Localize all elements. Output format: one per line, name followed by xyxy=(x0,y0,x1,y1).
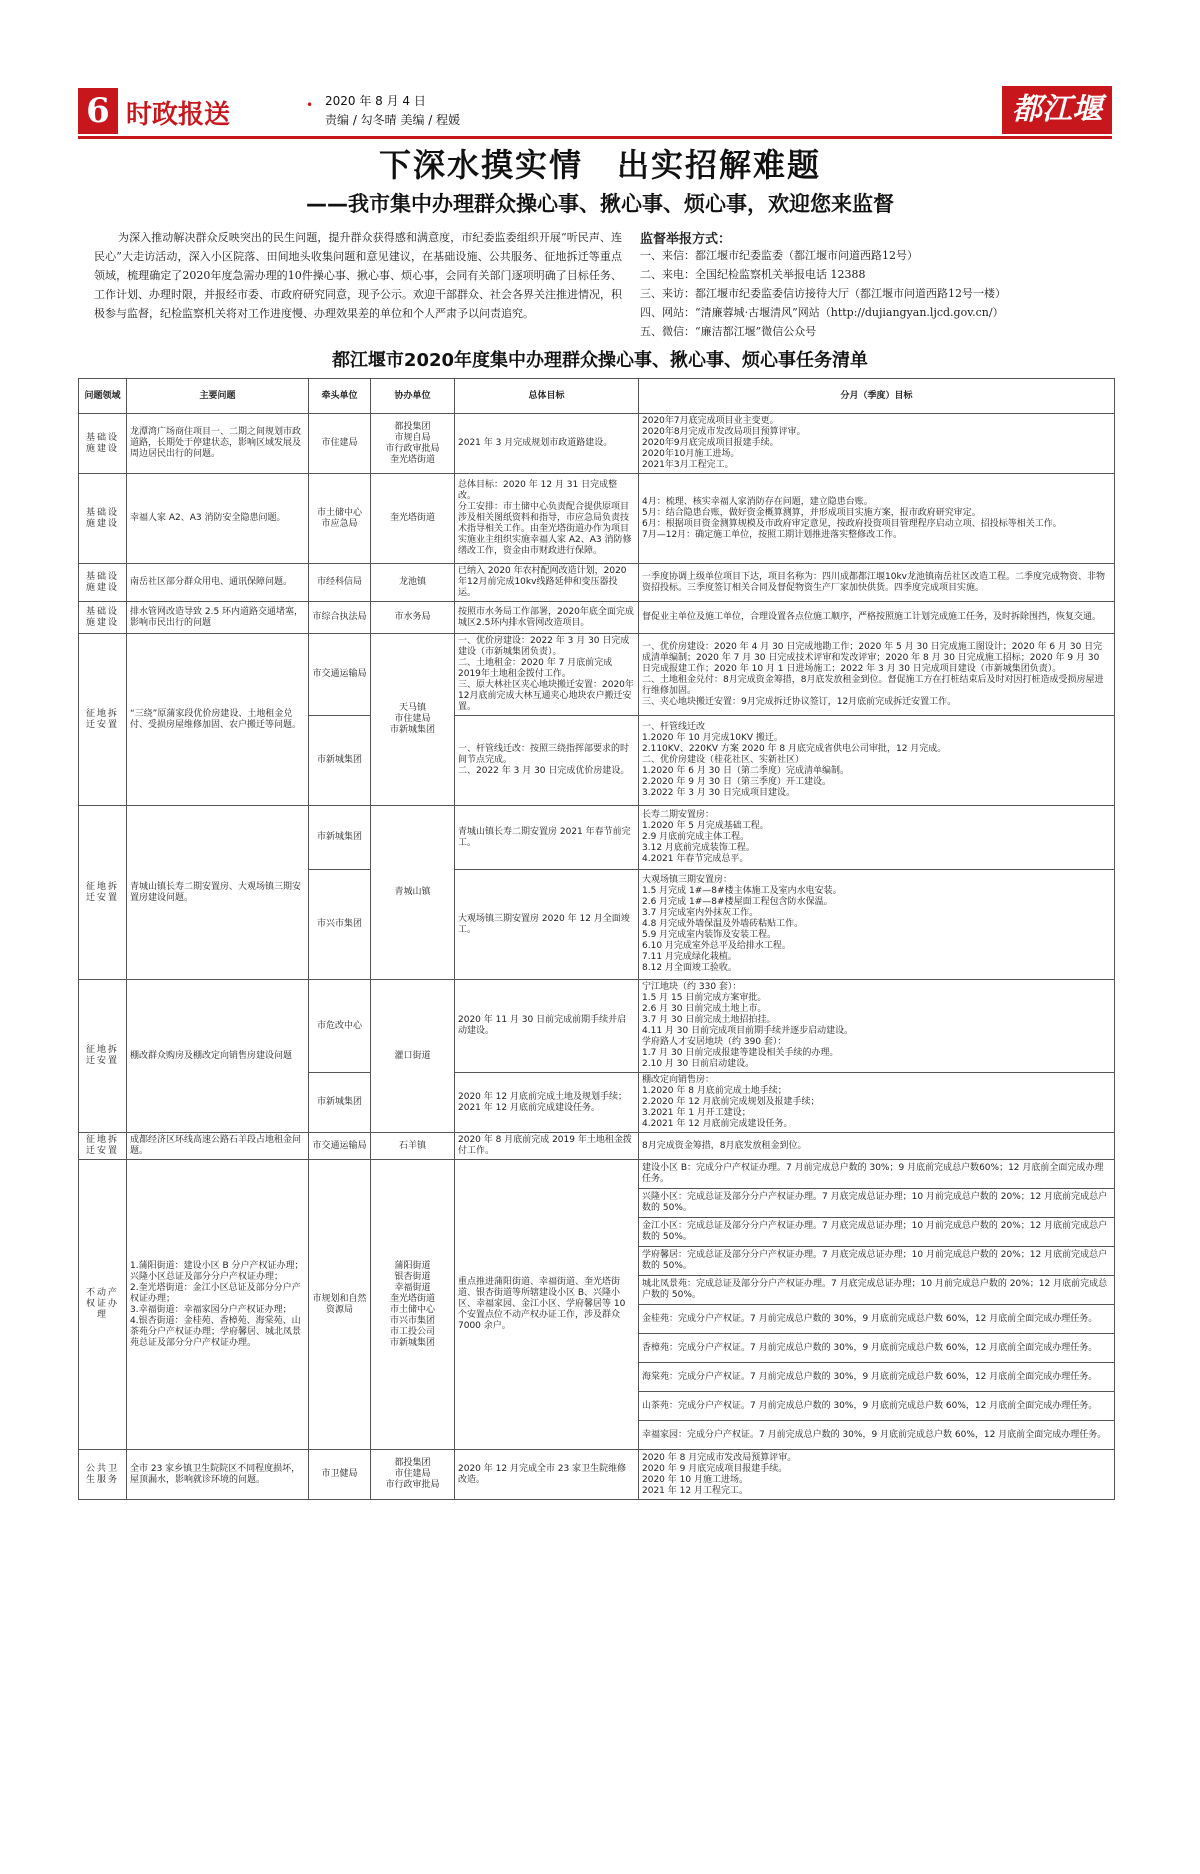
page-number: 6 xyxy=(78,88,118,134)
problem-cell: 排水管网改造导致 2.5 环内道路交通堵塞，影响市民出行的问题 xyxy=(127,602,309,634)
table-row xyxy=(79,414,1115,474)
goal-cell: 2020 年 8 月底前完成 2019 年土地租金拨付工作。 xyxy=(455,1133,639,1160)
lead-unit-cell: 市交通运输局 xyxy=(309,1133,371,1160)
report-heading: 监督举报方式： xyxy=(640,232,732,247)
monthly-target-cell: 督促业主单位及施工单位，合理设置各点位施工顺序，严格按照施工计划完成施工任务，及时拆除围挡，恢复交通。 xyxy=(639,602,1115,634)
goal-cell: 2020 年 11 月 30 日前完成前期手续并启动建设。 xyxy=(455,980,639,1073)
lead-unit-cell: 市综合执法局 xyxy=(309,602,371,634)
article-intro: 为深入推动解决群众反映突出的民生问题，提升群众获得感和满意度，市纪委监委组织开展“听民声、连民心”大走访活动，深入小区院落、田间地头收集问题和意见建议，在基础设施、公共服务、征地拆迁等重点领域，梳理确定了2020年度急需办理的10件操心事、揪心事、烦心事，会同有关部门逐项明确了目标任务、工作计划、办理时限，并报经市委、市政府研究同意，现予公示。欢迎干部群众、社会各界关注推进情况，积极参与监督，纪检监察机关将对工作进度慢、办理效果差的单位和个人严肃予以问责追究。 xyxy=(94,231,622,320)
problem-cell: 1.蒲阳街道：建设小区 B 分户产权证办理；兴隆小区总证及部分分户产权证办理； 2.奎光塔街道：金江小区总证及部分分户产权证办理； 3.幸福街道：幸福家园分户产权证办理； 4.银杏街道：金桂苑、香樟苑、海棠苑、山茶苑分户产权证办理；学府馨居、城北凤景苑总证及部分分户产权证办理。 xyxy=(127,1160,309,1450)
report-item: 四、网站：“清廉蓉城·古堰清风”网站（http://dujiangyan.ljcd.gov.cn/） xyxy=(640,306,1004,319)
column-header: 分月（季度）目标 xyxy=(639,379,1115,414)
problem-cell: 龙潭湾广场商住项目一、二期之间规划市政道路，长期处于停建状态，影响区域发展及周边居民出行的问题。 xyxy=(127,414,309,474)
column-header: 总体目标 xyxy=(455,379,639,414)
monthly-target-cell: 一、优价房建设：2020 年 4 月 30 日完成地勘工作；2020 年 5 月 30 日完成施工图设计；2020 年 6 月 30 日完成清单编制；2020 年 7 月 30 日完成技术评审和发改评审；2020 年 8 月 30 日完成施工招标；2020 年 9 月 30 日完成报建工作；2020 年 10 月 1 日进场施工；2022 年 3 月 30 日完成项目建设（市新城集团负责）。 二、土地租金兑付：8月完成资金筹措，8月底发放租金到位。督促施工方在打桩结束后及时对因打桩造成受损房屋进行维修加固。 三、夹心地块搬迁安置：9月完成拆迁协议签订，12月底前完成拆迁安置工作。 xyxy=(639,634,1115,716)
co-unit-cell: 天马镇 市住建局 市新城集团 xyxy=(371,634,455,806)
area-cell: 基础设施建设 xyxy=(79,602,127,634)
lead-unit-cell: 市新城集团 xyxy=(309,806,371,870)
goal-cell: 2020 年 12 月底前完成土地及规划手续；2021 年 12 月底前完成建设任务。 xyxy=(455,1073,639,1133)
monthly-target-cell: 2020年7月底完成项目业主变更。 2020年8月完成市发改局项目预算评审。 2020年9月底完成项目报建手续。 2020年10月施工进场。 2021年3月工程完工。 xyxy=(639,414,1115,474)
lead-unit-cell: 市新城集团 xyxy=(309,1073,371,1133)
co-unit-cell: 都投集团 市住建局 市行政审批局 xyxy=(371,1450,455,1500)
co-unit-cell: 灌口街道 xyxy=(371,980,455,1133)
column-header: 主要问题 xyxy=(127,379,309,414)
monthly-target-cell: 2020 年 8 月完成市发改局预算评审。 2020 年 9 月底完成项目报建手续。 2020 年 10 月施工进场。 2021 年 12 月工程完工。 xyxy=(639,1450,1115,1500)
co-unit-cell: 市水务局 xyxy=(371,602,455,634)
area-cell: 不动产权证办理 xyxy=(79,1160,127,1450)
area-cell: 征地拆迁安置 xyxy=(79,980,127,1133)
problem-cell: 南岳社区部分群众用电、通讯保障问题。 xyxy=(127,564,309,602)
area-cell: 基础设施建设 xyxy=(79,414,127,474)
monthly-target-cell: 建设小区 B：完成分户产权证办理。7 月前完成总户数的 30%；9 月底前完成总户数60%；12 月底前全面完成办理任务。 xyxy=(639,1160,1115,1189)
co-unit-cell: 都投集团 市规自局 市行政审批局 奎光塔街道 xyxy=(371,414,455,474)
co-unit-cell: 石羊镇 xyxy=(371,1133,455,1160)
monthly-target-cell: 城北凤景苑：完成总证及部分分户产权证办理。7 月底完成总证办理；10 月前完成总户数的 20%；12 月底前完成总户数的 50%。 xyxy=(639,1276,1115,1305)
area-cell: 征地拆迁安置 xyxy=(79,1133,127,1160)
problem-cell: 青城山镇长寿二期安置房、大观场镇三期安置房建设问题。 xyxy=(127,806,309,980)
report-list xyxy=(640,246,1120,341)
goal-cell: 2021 年 3 月完成规划市政道路建设。 xyxy=(455,414,639,474)
monthly-target-cell: 香樟苑：完成分户产权证。7 月前完成总户数的 30%，9 月底前完成总户数 60%，12 月底前全面完成办理任务。 xyxy=(639,1334,1115,1363)
section-separator: • xyxy=(306,98,314,112)
lead-unit-cell: 市住建局 xyxy=(309,414,371,474)
lead-unit-cell: 市土储中心 市应急局 xyxy=(309,474,371,564)
monthly-target-cell: 幸福家园：完成分户产权证。7 月前完成总户数的 30%，9 月底前完成总户数 60%，12 月底前全面完成办理任务。 xyxy=(639,1421,1115,1450)
editors: 责编 / 勾冬晴 美编 / 程媛 xyxy=(325,113,461,127)
table-header-row xyxy=(79,379,1115,414)
co-unit-cell: 奎光塔街道 xyxy=(371,474,455,564)
newspaper-logo: 都江堰报 xyxy=(1002,86,1112,134)
monthly-target-cell: 长寿二期安置房： 1.2020 年 5 月完成基础工程。 2.9 月底前完成主体工程。 3.12 月底前完成装饰工程。 4.2021 年春节完成总平。 xyxy=(639,806,1115,870)
section-title: 时政报送 xyxy=(126,99,231,129)
monthly-target-cell: 海棠苑：完成分户产权证。7 月前完成总户数的 30%，9 月底前完成总户数 60%，12 月底前全面完成办理任务。 xyxy=(639,1363,1115,1392)
lead-unit-cell: 市经科信局 xyxy=(309,564,371,602)
lead-unit-cell: 市新城集团 xyxy=(309,716,371,806)
area-cell: 基础设施建设 xyxy=(79,474,127,564)
problem-cell: 全市 23 家乡镇卫生院院区不同程度损坏，屋顶漏水，影响就诊环境的问题。 xyxy=(127,1450,309,1500)
column-header: 牵头单位 xyxy=(309,379,371,414)
problem-cell: 棚改群众购房及棚改定向销售房建设问题 xyxy=(127,980,309,1133)
task-table xyxy=(78,378,1115,1500)
lead-unit-cell: 市兴市集团 xyxy=(309,870,371,980)
goal-cell: 2020 年 12 月完成全市 23 家卫生院维修改造。 xyxy=(455,1450,639,1500)
goal-cell: 一、杆管线迁改：按照三绕指挥部要求的时间节点完成。 二、2022 年 3 月 30 日完成优价房建设。 xyxy=(455,716,639,806)
co-unit-cell: 青城山镇 xyxy=(371,806,455,980)
article-title: 下深水摸实情 出实招解难题 xyxy=(378,146,821,184)
table-row xyxy=(79,602,1115,634)
report-item: 五、微信：“廉洁都江堰”微信公众号 xyxy=(640,325,817,338)
table-row xyxy=(79,1133,1115,1160)
report-item: 一、来信：都江堰市纪委监委（都江堰市问道西路12号） xyxy=(640,249,918,262)
monthly-target-cell: 兴隆小区：完成总证及部分分户产权证办理。7 月底完成总证办理；10 月前完成总户数的 20%；12 月底前完成总户数的 50%。 xyxy=(639,1189,1115,1218)
table-row xyxy=(79,1160,1115,1189)
area-cell: 征地拆迁安置 xyxy=(79,634,127,806)
area-cell: 征地拆迁安置 xyxy=(79,806,127,980)
report-item: 二、来电：全国纪检监察机关举报电话 12388 xyxy=(640,268,866,281)
area-cell: 公共卫生服务 xyxy=(79,1450,127,1500)
monthly-target-cell: 山茶苑：完成分户产权证。7 月前完成总户数的 30%，9 月底前完成总户数 60%，12 月底前全面完成办理任务。 xyxy=(639,1392,1115,1421)
table-row xyxy=(79,980,1115,1073)
monthly-target-cell: 学府馨居：完成总证及部分分户产权证办理。7 月底完成总证办理；10 月前完成总户数的 20%；12 月底前完成总户数的 50%。 xyxy=(639,1247,1115,1276)
article-subtitle: ——我市集中办理群众操心事、揪心事、烦心事，欢迎您来监督 xyxy=(306,192,894,216)
column-header: 协办单位 xyxy=(371,379,455,414)
table-title: 都江堰市2020年度集中办理群众操心事、揪心事、烦心事任务清单 xyxy=(331,350,869,371)
table-row xyxy=(79,806,1115,870)
goal-cell: 重点推进蒲阳街道、幸福街道、奎光塔街道、银杏街道等所辖建设小区 B、兴隆小区、幸福家园、金江小区、学府馨居等 10 个安置点位不动产权办证工作，涉及群众 7000 余户。 xyxy=(455,1160,639,1450)
lead-unit-cell: 市交通运输局 xyxy=(309,634,371,716)
co-unit-cell: 蒲阳街道 银杏街道 幸福街道 奎光塔街道 市土储中心 市兴市集团 市工投公司 市新城集团 xyxy=(371,1160,455,1450)
lead-unit-cell: 市危改中心 xyxy=(309,980,371,1073)
column-header: 问题领域 xyxy=(79,379,127,414)
goal-cell: 青城山镇长寿二期安置房 2021 年春节前完工。 xyxy=(455,806,639,870)
table-row xyxy=(79,564,1115,602)
problem-cell: 幸福人家 A2、A3 消防安全隐患问题。 xyxy=(127,474,309,564)
table-row xyxy=(79,474,1115,564)
goal-cell: 一、优价房建设：2022 年 3 月 30 日完成建设（市新城集团负责）。 二、土地租金：2020 年 7 月底前完成2019年土地租金拨付工作。 三、原大林社区夹心地块搬迁安置：2020年12月底前完成大林互通夹心地块农户搬迁安置。 xyxy=(455,634,639,716)
problem-cell: “三绕”原蒲家段优价房建设、土地租金兑付、受损房屋维修加固、农户搬迁等问题。 xyxy=(127,634,309,806)
monthly-target-cell: 一、杆管线迁改 1.2020 年 10 月完成10KV 搬迁。 2.110KV、220KV 方案 2020 年 8 月底完成省供电公司审批，12 月完成。 二、优价房建设（桂花社区、实新社区） 1.2020 年 6 月 30 日（第二季度）完成清单编制。 2.2020 年 9 月 30 日（第三季度）开工建设。 3.2022 年 3 月 30 日完成项目建设。 xyxy=(639,716,1115,806)
goal-cell: 大观场镇三期安置房 2020 年 12 月全面竣工。 xyxy=(455,870,639,980)
area-cell: 基础设施建设 xyxy=(79,564,127,602)
problem-cell: 成都经济区环线高速公路石羊段占地租金问题。 xyxy=(127,1133,309,1160)
monthly-target-cell: 一季度协调上级单位项目下达，项目名称为：四川成都都江堰10kv龙池镇南岳社区改造工程。二季度完成物资、非物资招投标。三季度签订相关合同及督促物资生产厂家加快供货。四季度完成项目实施。 xyxy=(639,564,1115,602)
goal-cell: 已纳入 2020 年农村配网改造计划，2020年12月前完成10kv线路延伸和变压器投运。 xyxy=(455,564,639,602)
task-table-body xyxy=(79,414,1115,1500)
monthly-target-cell: 棚改定向销售房： 1.2020 年 8 月底前完成土地手续； 2.2020 年 12 月底前完成规划及报建手续； 3.2021 年 1 月开工建设； 4.2021 年 12 月底前完成建设任务。 xyxy=(639,1073,1115,1133)
monthly-target-cell: 8月完成资金筹措，8月底发放租金到位。 xyxy=(639,1133,1115,1160)
header-rule xyxy=(78,136,1112,139)
monthly-target-cell: 宁江地块（约 330 套）： 1.5 月 15 日前完成方案审批。 2.6 月 30 日前完成土地上市。 3.7 月 30 日前完成土地招拍挂。 4.11 月 30 日前完成项目前期手续并逐步启动建设。 学府路人才安居地块（约 390 套）： 1.7 月 30 日前完成报建等建设相关手续的办理。 2.10 月 30 日前启动建设。 xyxy=(639,980,1115,1073)
monthly-target-cell: 4月：梳理、核实幸福人家消防存在问题，建立隐患台账。 5月：结合隐患台账，做好资金概算测算，并形成项目实施方案，报市政府研究审定。 6月：根据项目资金测算规模及市政府审定意见，按政府投资项目管理程序启动立项、招投标等相关工作。 7月—12月：确定施工单位，按照工期计划推进落实整修改工作。 xyxy=(639,474,1115,564)
monthly-target-cell: 大观场镇三期安置房： 1.5 月完成 1#—8#楼主体施工及室内水电安装。 2.6 月完成 1#—8#楼屋面工程包含防水保温。 3.7 月完成室内外抹灰工作。 4.8 月完成外墙保温及外墙砖粘贴工作。 5.9 月完成室内装饰及安装工程。 6.10 月完成室外总平及给排水工程。 7.11 月完成绿化栽植。 8.12 月全面竣工验收。 xyxy=(639,870,1115,980)
goal-cell: 总体目标：2020 年 12 月 31 日完成整改。 分工安排：市土储中心负责配合提供原项目涉及相关图纸资料和指导，市应急局负责技术指导相关工作。由奎光塔街道办作为项目实施业主组织实施幸福人家 A2、A3 消防修缮改工作，资金由市财政进行保障。 xyxy=(455,474,639,564)
monthly-target-cell: 金江小区：完成总证及部分分户产权证办理。7 月底完成总证办理；10 月前完成总户数的 20%；12 月底前完成总户数的 50%。 xyxy=(639,1218,1115,1247)
lead-unit-cell: 市卫健局 xyxy=(309,1450,371,1500)
monthly-target-cell: 金桂苑：完成分户产权证。7 月前完成总户数的 30%，9 月底前完成总户数 60%，12 月底前全面完成办理任务。 xyxy=(639,1305,1115,1334)
report-item: 三、来访：都江堰市纪委监委信访接待大厅（都江堰市问道西路12号一楼） xyxy=(640,287,1006,300)
table-row xyxy=(79,1450,1115,1500)
issue-date: 2020 年 8 月 4 日 xyxy=(325,94,426,108)
lead-unit-cell: 市规划和自然资源局 xyxy=(309,1160,371,1450)
table-row xyxy=(79,634,1115,716)
co-unit-cell: 龙池镇 xyxy=(371,564,455,602)
goal-cell: 按照市水务局工作部署，2020年底全面完成城区2.5环内排水管网改造项目。 xyxy=(455,602,639,634)
